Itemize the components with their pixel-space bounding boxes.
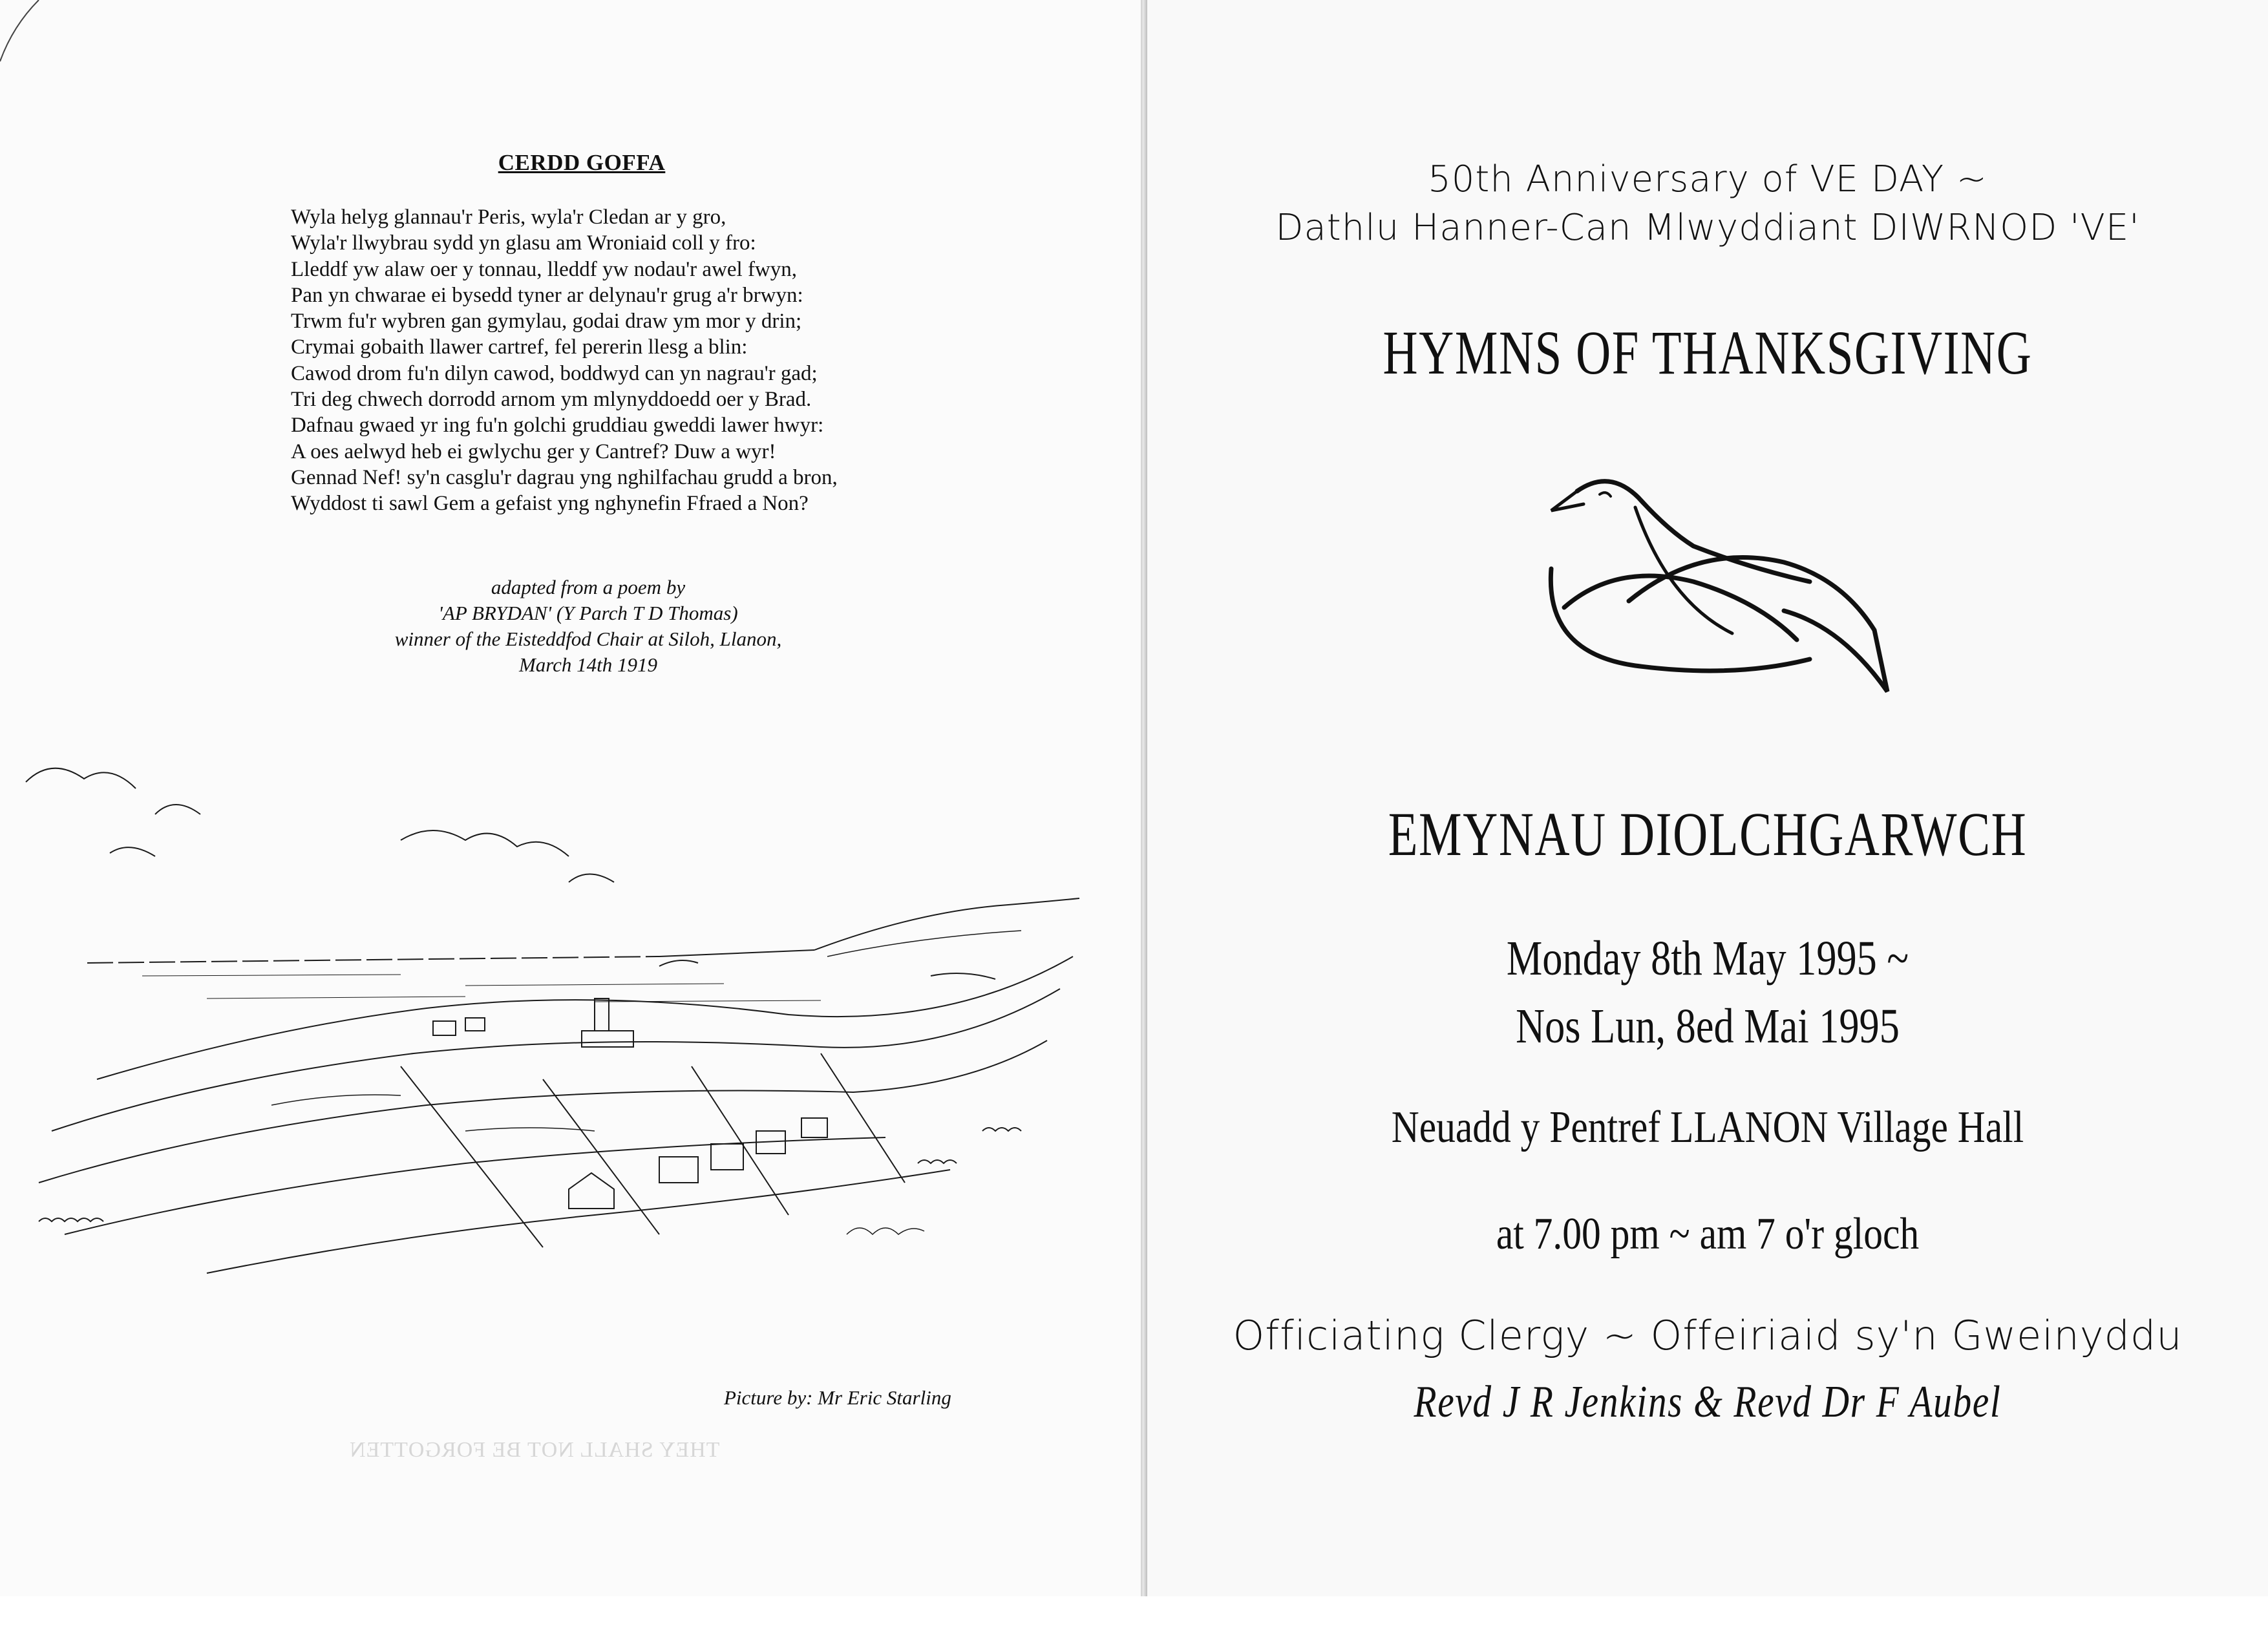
poem-title: CERDD GOFFA xyxy=(498,150,666,175)
credit-line: 'AP BRYDAN' (Y Parch T D Thomas) xyxy=(438,602,738,624)
poem-line: Tri deg chwech dorrodd arnom ym mlynyddoedd oer y Brad. xyxy=(291,388,812,412)
page-fold xyxy=(1141,0,1147,1596)
poem-line: Dafnau gwaed yr ing fu'n golchi gruddiau gweddi lawer hwyr: xyxy=(291,414,824,438)
poem-line: Crymai gobaith llawer cartref, fel pererin llesg a blin: xyxy=(291,335,748,359)
poem-line: Pan yn chwarae ei bysedd tyner ar delynau'r grug a'r brwyn: xyxy=(291,283,803,307)
title-welsh: EMYNAU DIOLCHGARWCH xyxy=(1388,799,2028,869)
poem-line: Gennad Nef! sy'n casglu'r dagrau yng nghilfachau grudd a bron, xyxy=(291,465,838,489)
clergy-names: Revd J R Jenkins & Revd Dr F Aubel xyxy=(1414,1377,2002,1427)
anniversary-welsh: Dathlu Hanner-Can Mlwyddiant DIWRNOD 'VE' xyxy=(1275,207,2140,249)
picture-credit: Picture by: Mr Eric Starling xyxy=(724,1386,951,1409)
show-through-text: THEY SHALL NOT BE FORGOTTEN xyxy=(349,1438,720,1462)
page-corner-curl xyxy=(0,0,45,71)
event-time: at 7.00 pm ~ am 7 o'r gloch xyxy=(1496,1209,1920,1259)
title-english: HYMNS OF THANKSGIVING xyxy=(1383,318,2033,387)
anniversary-english: 50th Anniversary of VE DAY ~ xyxy=(1428,158,1987,200)
date-english: Monday 8th May 1995 ~ xyxy=(1506,931,1909,986)
credit-line: adapted from a poem by xyxy=(491,576,686,598)
poem-line: Wyddost ti sawl Gem a gefaist yng nghynefin Ffraed a Non? xyxy=(291,492,809,516)
poem-line: A oes aelwyd heb ei gwlychu ger y Cantref? Duw a wyr! xyxy=(291,439,776,463)
poem-line: Trwm fu'r wybren gan gymylau, godai draw ym mor y drin; xyxy=(291,310,802,333)
poem-line: Wyla helyg glannau'r Peris, wyla'r Cledan ar y gro, xyxy=(291,206,726,229)
village-landscape-sketch xyxy=(13,743,1099,1312)
poem-line: Lleddf yw alaw oer y tonnau, lleddf yw nodau'r awel fwyn, xyxy=(291,257,798,281)
scan-bottom-edge xyxy=(0,1596,2268,1648)
date-welsh: Nos Lun, 8ed Mai 1995 xyxy=(1516,999,1900,1053)
poem-credit xyxy=(304,575,873,678)
credit-line: winner of the Eisteddfod Chair at Siloh, Llanon, xyxy=(394,628,782,650)
dove-icon xyxy=(1538,472,1900,730)
venue: Neuadd y Pentref LLANON Village Hall xyxy=(1391,1103,2024,1152)
poem-line: Wyla'r llwybrau sydd yn glasu am Wroniaid coll y fro: xyxy=(291,231,756,255)
credit-line: March 14th 1919 xyxy=(518,653,658,676)
poem-body xyxy=(291,204,970,517)
poem-line: Cawod drom fu'n dilyn cawod, boddwyd can yn nagrau'r gad; xyxy=(291,361,818,385)
clergy-heading: Officiating Clergy ~ Offeiriaid sy'n Gweinyddu xyxy=(1233,1312,2183,1359)
